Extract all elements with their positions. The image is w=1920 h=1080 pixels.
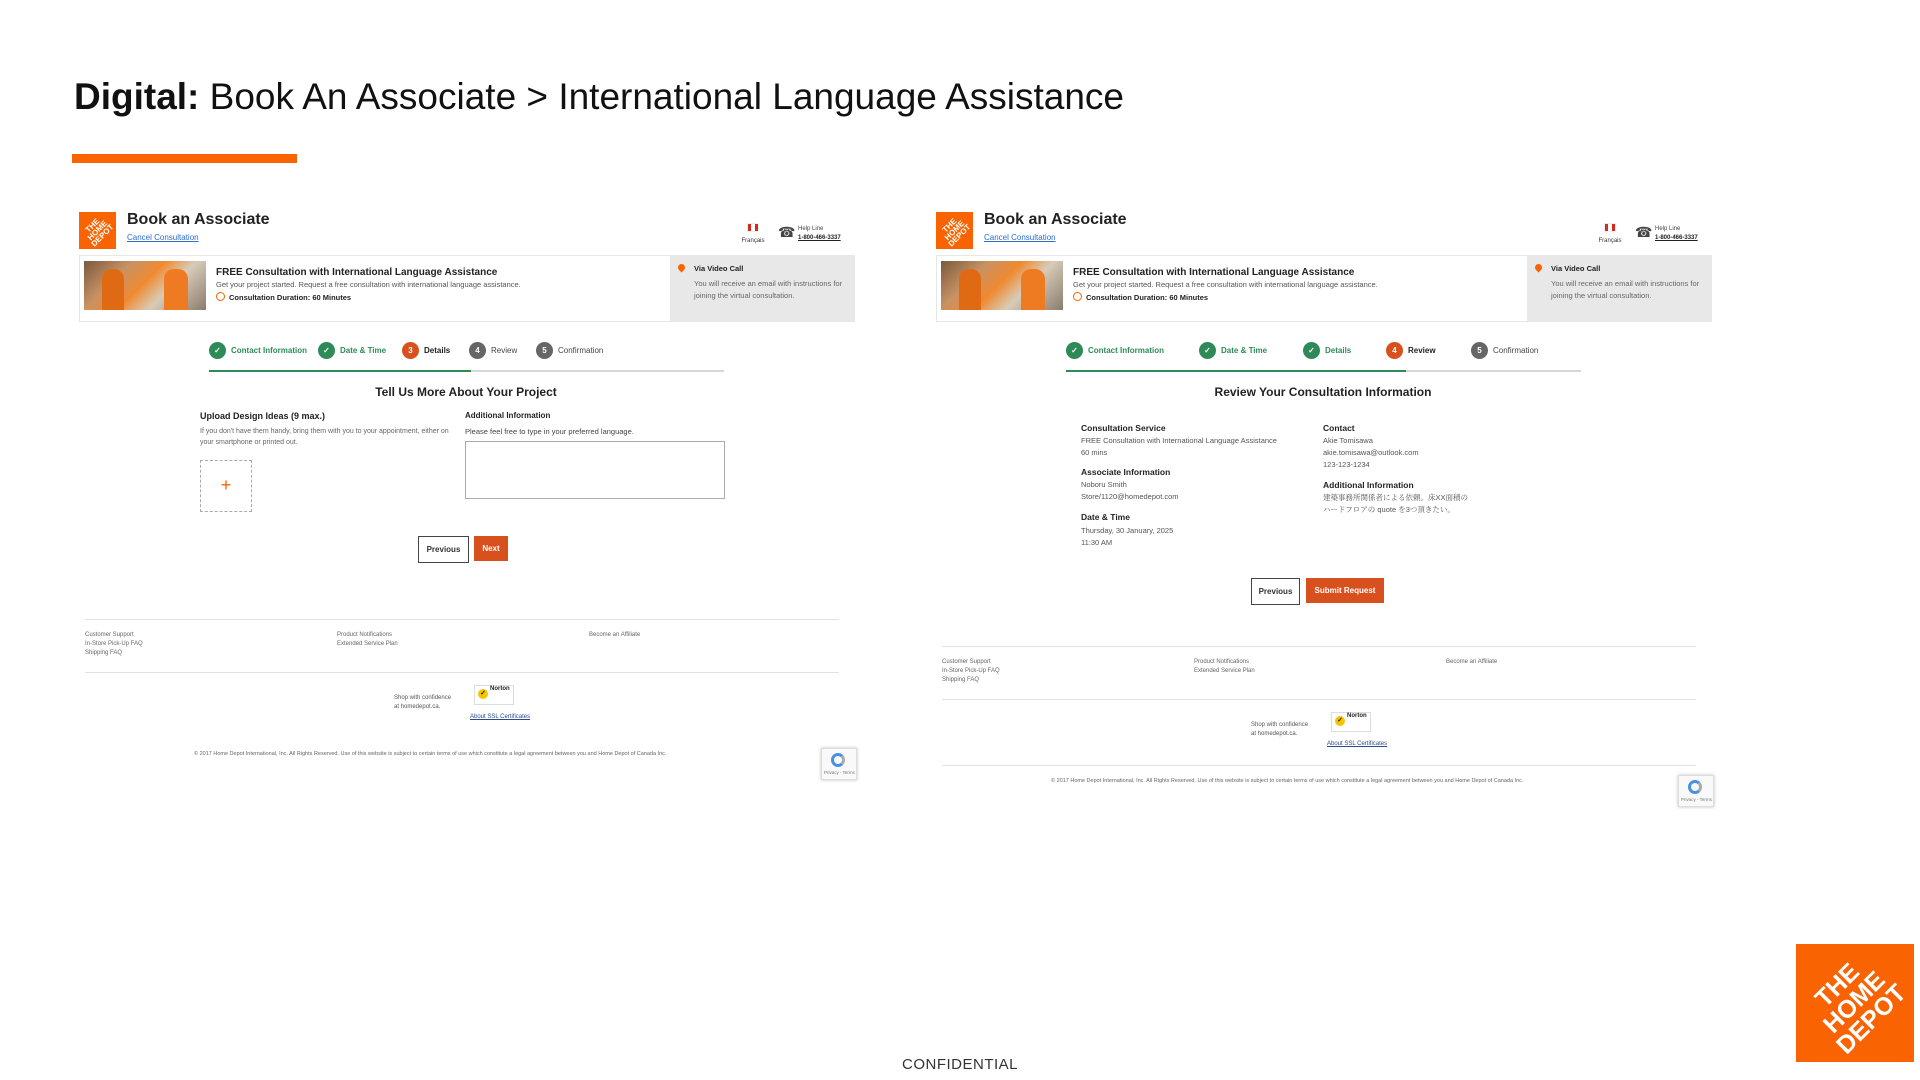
review-title: Review Your Consultation Information: [1214, 385, 1432, 399]
help-line-number[interactable]: 1-800-466-3337: [798, 235, 841, 241]
step-review[interactable]: 4 Review: [1386, 342, 1436, 359]
norton-check-icon: ✓: [478, 689, 488, 699]
ssl-certificates-link[interactable]: About SSL Certificates: [470, 714, 531, 720]
footer-divider: [942, 699, 1696, 700]
footer-column-affiliate: [1446, 658, 1497, 667]
step-review: 4 Review: [469, 342, 517, 359]
accent-bar: [72, 154, 297, 163]
footer-divider: [85, 619, 839, 620]
previous-button[interactable]: Previous: [418, 536, 469, 563]
contact-value: Akie Tomisawa akie.tomisawa@outlook.com 123-123-1234: [1323, 436, 1419, 469]
step-number: 3: [402, 342, 419, 359]
banner-title: FREE Consultation with International Language Assistance: [1073, 267, 1355, 278]
consultation-banner: [936, 255, 1712, 322]
copyright-text: © 2017 Home Depot International, Inc. All Rights Reserved. Use of this website is subject to certain terms of use which constitute a legal agreement between you and Home Depot of Canada Inc.: [194, 751, 667, 757]
step-date-time[interactable]: ✓ Date & Time: [318, 342, 386, 359]
recaptcha-icon: [1688, 780, 1702, 794]
footer-link[interactable]: In-Store Pick-Up FAQ: [85, 641, 143, 647]
footer-link[interactable]: In-Store Pick-Up FAQ: [942, 668, 1000, 674]
video-call-panel: [670, 256, 854, 321]
location-pin-icon: [677, 263, 687, 273]
footer-divider: [942, 765, 1696, 766]
consultation-banner: [79, 255, 855, 322]
recaptcha-icon: [831, 753, 845, 767]
help-line[interactable]: [1655, 225, 1698, 243]
cancel-consultation-link[interactable]: Cancel Consultation: [127, 233, 199, 242]
step-number: 4: [469, 342, 486, 359]
consultation-duration: Consultation Duration: 60 Minutes: [216, 292, 351, 302]
video-call-title: Via Video Call: [694, 264, 744, 273]
footer-column-support: [942, 658, 1000, 685]
recaptcha-widget[interactable]: Privacy - Terms: [1678, 775, 1714, 807]
step-details[interactable]: 3 Details: [402, 342, 450, 359]
help-line-number[interactable]: 1-800-466-3337: [1655, 235, 1698, 241]
step-contact-information[interactable]: ✓ Contact Information: [209, 342, 307, 359]
footer-link[interactable]: Become an Affiliate: [589, 632, 641, 638]
help-line[interactable]: [798, 225, 841, 243]
banner-title: FREE Consultation with International Language Assistance: [216, 267, 498, 278]
previous-button[interactable]: Previous: [1251, 578, 1300, 605]
slide-title-rest: Book An Associate > International Language Assistance: [209, 76, 1125, 117]
step-date-time[interactable]: ✓ Date & Time: [1199, 342, 1267, 359]
canada-flag-icon: [1604, 223, 1616, 232]
shop-confidence-text: Shop with confidence at homedepot.ca.: [394, 695, 452, 710]
help-line-label: Help Line: [1655, 226, 1681, 232]
additional-info-value: 建築事務所関係者による依頼。床XX面積の ハードフロアの quote を3つ頂きたい。: [1323, 493, 1469, 514]
ssl-certificates-link[interactable]: About SSL Certificates: [1327, 741, 1388, 747]
footer-link[interactable]: Shipping FAQ: [85, 650, 123, 656]
banner-subtitle: Get your project started. Request a free consultation with international language assistance.: [216, 280, 521, 289]
footer-link[interactable]: Extended Service Plan: [1194, 668, 1255, 674]
progress-stepper: [209, 336, 724, 372]
clock-icon: [216, 292, 225, 301]
upload-label: Upload Design Ideas (9 max.): [200, 411, 326, 421]
date-time-heading: Date & Time: [1081, 512, 1130, 522]
page-title: Book an Associate: [984, 211, 1127, 228]
language-label: Français: [741, 238, 765, 244]
step-number: 4: [1386, 342, 1403, 359]
video-call-title: Via Video Call: [1551, 264, 1601, 273]
step-number: 5: [536, 342, 553, 359]
home-depot-logo[interactable]: THE HOME DEPOT: [79, 212, 116, 249]
consultation-duration: Consultation Duration: 60 Minutes: [1073, 292, 1208, 302]
language-toggle[interactable]: [1595, 219, 1625, 244]
upload-dropzone[interactable]: [200, 460, 252, 512]
footer-link[interactable]: Shipping FAQ: [942, 677, 980, 683]
form-title: Tell Us More About Your Project: [375, 385, 557, 399]
step-confirmation: 5 Confirmation: [536, 342, 603, 359]
cancel-consultation-link[interactable]: Cancel Consultation: [984, 233, 1056, 242]
clock-icon: [1073, 292, 1082, 301]
step-number: 5: [1471, 342, 1488, 359]
phone-icon: ☎: [1635, 224, 1653, 240]
footer-column-support: [85, 631, 143, 658]
recaptcha-widget[interactable]: Privacy - Terms: [821, 748, 857, 780]
check-icon: ✓: [318, 342, 335, 359]
footer-link[interactable]: Become an Affiliate: [1446, 659, 1498, 665]
home-depot-corner-logo: THE HOME DEPOT: [1796, 944, 1914, 1062]
contact-heading: Contact: [1323, 423, 1355, 433]
footer-link[interactable]: Product Notifications: [1194, 659, 1250, 665]
footer-divider: [85, 672, 839, 673]
copyright-text: © 2017 Home Depot International, Inc. All Rights Reserved. Use of this website is subject to certain terms of use which constitute a legal agreement between you and Home Depot of Canada Inc.: [1051, 778, 1524, 784]
language-toggle[interactable]: [738, 219, 768, 244]
footer-column-products: [1194, 658, 1255, 676]
additional-info-heading: Additional Information: [1323, 480, 1414, 490]
check-icon: ✓: [1199, 342, 1216, 359]
additional-info-label: Additional Information: [465, 411, 551, 420]
help-line-label: Help Line: [798, 226, 824, 232]
video-call-panel: [1527, 256, 1711, 321]
slide-title-bold: Digital:: [74, 76, 200, 117]
associates-photo: [941, 261, 1063, 310]
language-label: Français: [1598, 238, 1622, 244]
phone-icon: ☎: [778, 224, 796, 240]
page-title: Book an Associate: [127, 211, 270, 228]
check-icon: ✓: [1303, 342, 1320, 359]
footer-divider: [942, 646, 1696, 647]
norton-badge[interactable]: ✓Norton: [474, 685, 514, 705]
additional-info-help: Please feel free to type in your preferred language.: [465, 427, 634, 436]
check-icon: ✓: [209, 342, 226, 359]
details-step-screenshot: [74, 205, 858, 845]
slide-title: [74, 76, 1124, 118]
submit-request-button[interactable]: Submit Request: [1306, 578, 1384, 603]
review-step-screenshot: [931, 205, 1715, 845]
progress-bar-fill: [1066, 370, 1406, 372]
progress-bar-fill: [209, 370, 471, 372]
footer-column-products: [337, 631, 398, 649]
video-call-text: You will receive an email with instructions for joining the virtual consultation.: [1551, 279, 1700, 300]
date-time-value: Thursday, 30 January, 2025 11:30 AM: [1081, 526, 1174, 547]
consultation-service-value: FREE Consultation with International Language Assistance 60 mins: [1081, 436, 1277, 457]
norton-badge[interactable]: ✓Norton: [1331, 712, 1371, 732]
footer-link[interactable]: Customer Support: [85, 632, 134, 638]
norton-check-icon: ✓: [1335, 716, 1345, 726]
banner-subtitle: Get your project started. Request a free consultation with international language assistance.: [1073, 280, 1378, 289]
footer-link[interactable]: Customer Support: [942, 659, 991, 665]
associate-info-heading: Associate Information: [1081, 467, 1171, 477]
confidential-label: CONFIDENTIAL: [901, 1056, 1018, 1073]
video-call-text: You will receive an email with instructions for joining the virtual consultation.: [694, 279, 843, 300]
footer-link[interactable]: Extended Service Plan: [337, 641, 398, 647]
canada-flag-icon: [747, 223, 759, 232]
location-pin-icon: [1534, 263, 1544, 273]
plus-icon: +: [220, 475, 232, 495]
upload-help-text: If you don't have them handy, bring them with you to your appointment, either on your smartphone or printed out.: [200, 428, 449, 446]
footer-link[interactable]: Product Notifications: [337, 632, 393, 638]
step-contact-information[interactable]: ✓ Contact Information: [1066, 342, 1164, 359]
check-icon: ✓: [1066, 342, 1083, 359]
next-button[interactable]: Next: [474, 536, 508, 561]
progress-stepper: [1066, 336, 1581, 372]
home-depot-logo[interactable]: THE HOME DEPOT: [936, 212, 973, 249]
associate-info-value: Noboru Smith Store/1120@homedepot.com: [1081, 480, 1179, 501]
additional-info-textarea[interactable]: [465, 441, 725, 499]
step-confirmation: 5 Confirmation: [1471, 342, 1538, 359]
footer-column-affiliate: [589, 631, 640, 640]
consultation-service-heading: Consultation Service: [1081, 423, 1166, 433]
associates-photo: [84, 261, 206, 310]
shop-confidence-text: Shop with confidence at homedepot.ca.: [1251, 722, 1309, 737]
step-details[interactable]: ✓ Details: [1303, 342, 1351, 359]
